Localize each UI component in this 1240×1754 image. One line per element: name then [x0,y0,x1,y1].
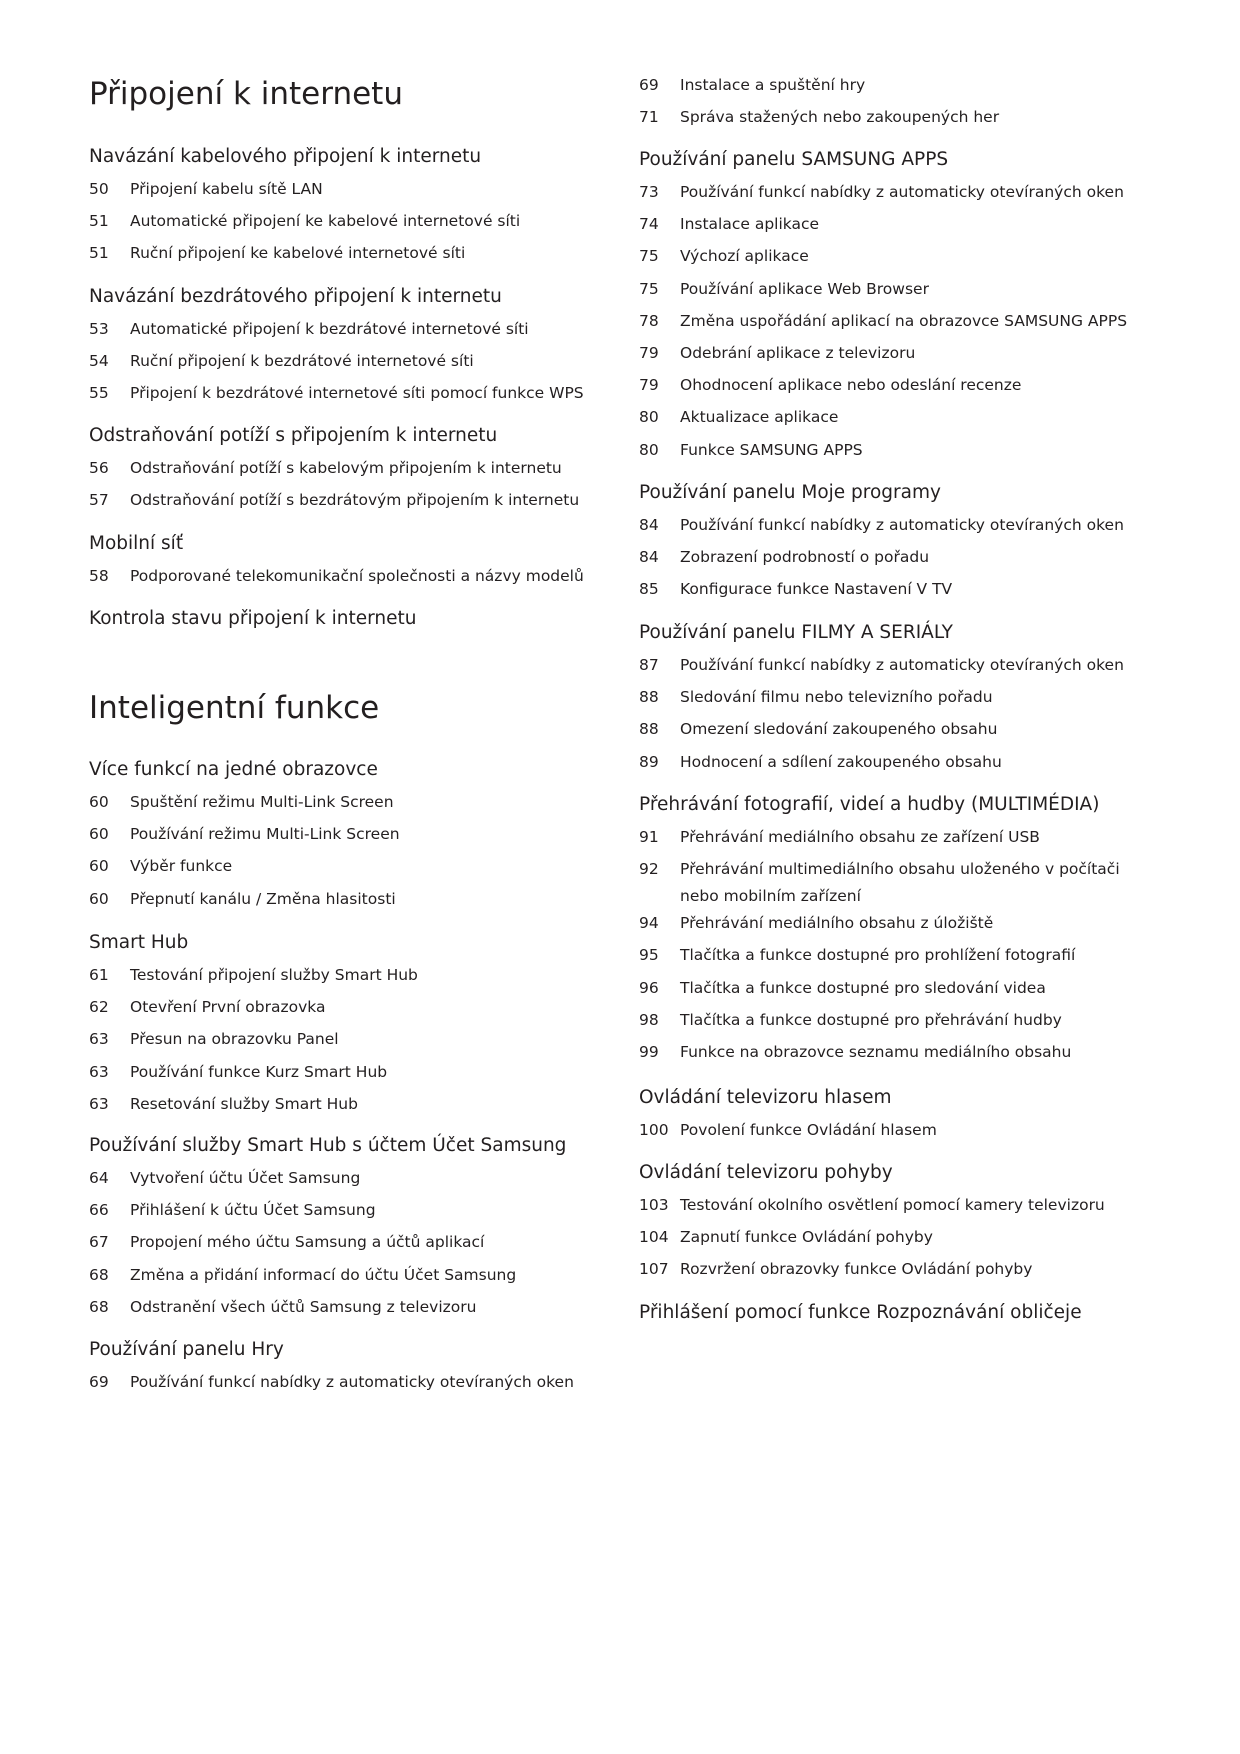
toc-section [639,147,1159,469]
toc-entry-link[interactable] [639,1224,1159,1256]
entry-title: Automatické připojení ke kabelové internetové síti [130,212,521,231]
toc-entry-link[interactable] [89,240,609,272]
toc-entry-link[interactable] [639,1192,1159,1224]
toc-section [89,284,609,413]
page-number: 50 [89,180,109,198]
entry-title: Hodnocení a sdílení zakoupeného obsahu [680,752,1002,771]
section-heading-link[interactable]: Používání panelu SAMSUNG APPS [639,149,949,170]
toc-entry-link[interactable] [89,1059,609,1091]
toc-entry-link[interactable] [639,576,1159,608]
toc-section [89,1133,609,1326]
toc-entry-list [89,563,609,595]
toc-entry-link[interactable] [639,652,1159,684]
toc-section [89,757,609,918]
toc-section [639,620,1159,781]
toc-section [89,144,609,273]
page-number: 99 [639,1042,659,1061]
page-number: 103 [639,1196,669,1214]
toc-entry-link[interactable] [639,276,1159,308]
page-number: 61 [89,966,109,984]
page-number: 55 [89,384,109,403]
page-number: 96 [639,978,659,997]
toc-entry-list [89,1369,609,1401]
page-number: 79 [639,376,659,395]
page-number: 53 [89,320,109,338]
toc-entry-link[interactable] [639,910,1159,942]
toc-entry-link[interactable] [639,749,1159,781]
entry-title: Zapnutí funkce Ovládání pohyby [680,1228,933,1247]
toc-entry-link[interactable] [639,372,1159,404]
entry-title: Změna uspořádání aplikací na obrazovce SAMSUNG APPS [680,311,1128,330]
toc-entry-list [89,176,609,273]
entry-title: Ruční připojení ke kabelové internetové síti [130,244,466,263]
page-number: 98 [639,1010,659,1029]
entry-title: Instalace aplikace [680,215,820,234]
entry-title: Ohodnocení aplikace nebo odeslání recenze [680,376,1022,395]
page-number: 56 [89,459,109,477]
toc-entry-link[interactable] [89,962,609,994]
page-number: 69 [89,1373,109,1391]
toc-entry-link[interactable] [639,824,1159,856]
toc-entry-list [639,1192,1159,1289]
page-number: 64 [89,1169,109,1187]
toc-entry-list [639,652,1159,781]
toc-entry-link[interactable] [89,1369,609,1401]
toc-entry-list [639,512,1159,609]
entry-title: Povolení funkce Ovládání hlasem [680,1121,937,1139]
toc-section [639,1085,1159,1149]
toc-entry-link[interactable] [89,487,609,519]
page-number: 60 [89,889,109,908]
toc-entry-link[interactable] [89,1262,609,1294]
toc-entry-link[interactable] [639,856,1159,910]
entry-title: Výchozí aplikace [680,247,809,266]
toc-entry-link[interactable] [89,1165,609,1197]
toc-entry-list [89,789,609,918]
entry-title: Používání funkcí nabídky z automaticky otevíraných oken [680,183,1124,201]
entry-title: Tlačítka a funkce dostupné pro sledování videa [680,978,1046,997]
entry-title: Odebrání aplikace z televizoru [680,343,916,362]
toc-section [89,930,609,1123]
section-heading-link[interactable]: Ovládání televizoru pohyby [639,1162,893,1183]
toc-entry-list [639,1117,1159,1149]
chapter-title: Připojení k internetu [89,76,403,112]
entry-title: Tlačítka a funkce dostupné pro prohlížení fotografií [680,946,1076,965]
entry-title: Propojení mého účtu Samsung a účtů aplikací [130,1233,485,1252]
entry-title: Automatické připojení k bezdrátové internetové síti [130,320,529,338]
toc-entry-link[interactable] [89,1294,609,1326]
toc-section [89,606,609,638]
toc-section [639,1300,1159,1332]
toc-entry-link[interactable] [89,1197,609,1229]
toc-entry-link[interactable] [89,455,609,487]
page-number: 57 [89,491,109,510]
page-number: 80 [639,440,659,459]
toc-entry-link[interactable] [639,975,1159,1007]
page-number: 91 [639,828,659,846]
entry-title: Odstraňování potíží s bezdrátovým připojením k internetu [130,491,580,510]
toc-entry-link[interactable] [639,72,1159,104]
toc-entry-link[interactable] [89,380,609,412]
entry-title: Otevření První obrazovka [130,998,326,1017]
page-number: 80 [639,408,659,427]
entry-title: Konfigurace funkce Nastavení V TV [680,580,953,599]
toc-entry-list [89,962,609,1123]
page-number: 51 [89,244,109,263]
entry-title: Přepnutí kanálu / Změna hlasitosti [130,889,396,908]
entry-title: Výběr funkce [130,857,233,876]
entry-title: Používání režimu Multi-Link Screen [130,825,400,844]
entry-title: Přehrávání multimediálního obsahu uloženého v počítači nebo mobilním zařízení [680,860,1120,906]
toc-entry-link[interactable] [639,404,1159,436]
entry-title: Přehrávání mediálního obsahu z úložiště [680,914,994,933]
section-heading-link[interactable]: Odstraňování potíží s připojením k internetu [89,425,498,446]
entry-title: Podporované telekomunikační společnosti a názvy modelů [130,567,584,585]
entry-title: Spuštění režimu Multi-Link Screen [130,793,394,811]
toc-entry-list [639,72,1159,136]
entry-title: Funkce na obrazovce seznamu mediálního obsahu [680,1042,1072,1061]
entry-title: Přesun na obrazovku Panel [130,1030,339,1049]
toc-entry-link[interactable] [639,308,1159,340]
toc-section [639,72,1159,136]
section-heading-link[interactable]: Používání panelu FILMY A SERIÁLY [639,622,953,643]
toc-entry-link[interactable] [89,853,609,885]
toc-entry-link[interactable] [639,716,1159,748]
toc-entry-list [89,455,609,519]
page-number: 79 [639,343,659,362]
page-number: 104 [639,1228,669,1247]
toc-entry-link[interactable] [639,1007,1159,1039]
page-number: 71 [639,108,659,127]
page-number: 60 [89,857,109,876]
entry-title: Používání aplikace Web Browser [680,279,929,298]
entry-title: Odstranění všech účtů Samsung z televizoru [130,1297,477,1316]
page-number: 95 [639,946,659,965]
page-number: 63 [89,1094,109,1113]
toc-entry-link[interactable] [89,176,609,208]
entry-title: Aktualizace aplikace [680,408,839,427]
entry-title: Zobrazení podrobností o pořadu [680,548,930,567]
page-number: 88 [639,720,659,739]
toc-entry-link[interactable] [89,789,609,821]
entry-title: Ruční připojení k bezdrátové internetové síti [130,352,474,371]
toc-entry-link[interactable] [89,316,609,348]
page-number: 74 [639,215,659,234]
page-number: 60 [89,825,109,844]
entry-title: Používání funkcí nabídky z automaticky otevíraných oken [680,656,1124,674]
page-number: 68 [89,1297,109,1316]
page-number: 78 [639,311,659,330]
page-number: 92 [639,860,659,879]
entry-title: Připojení k bezdrátové internetové síti pomocí funkce WPS [130,384,584,403]
section-heading-link[interactable]: Mobilní síť [89,533,184,554]
toc-entry-link[interactable] [639,179,1159,211]
entry-title: Instalace a spuštění hry [680,76,866,94]
toc-section [89,423,609,519]
page-number: 84 [639,516,659,534]
section-heading-link[interactable]: Navázání bezdrátového připojení k internetu [89,286,502,307]
toc-section [89,531,609,595]
toc-section [639,792,1159,1071]
toc-entry-list [639,824,1159,1071]
toc-entry-link[interactable] [89,1026,609,1058]
section-heading-link[interactable]: Kontrola stavu připojení k internetu [89,608,417,629]
section-heading-link[interactable]: Používání panelu Moje programy [639,482,941,503]
section-heading-link[interactable]: Více funkcí na jedné obrazovce [89,759,378,780]
toc-entry-link[interactable] [639,544,1159,576]
toc-section [89,1337,609,1401]
page-number: 87 [639,656,659,674]
entry-title: Rozvržení obrazovky funkce Ovládání pohyby [680,1260,1033,1279]
toc-entry-link[interactable] [639,211,1159,243]
page-number: 89 [639,752,659,771]
entry-title: Přehrávání mediálního obsahu ze zařízení USB [680,828,1040,846]
entry-title: Odstraňování potíží s kabelovým připojením k internetu [130,459,562,477]
entry-title: Používání funkcí nabídky z automaticky otevíraných oken [130,1373,574,1391]
page-number: 67 [89,1233,109,1252]
toc-entry-link[interactable] [639,684,1159,716]
page-number: 68 [89,1265,109,1284]
page-number: 63 [89,1062,109,1081]
toc-entry-link[interactable] [89,821,609,853]
page-number: 88 [639,688,659,707]
section-heading-link[interactable]: Ovládání televizoru hlasem [639,1087,892,1108]
page-number: 75 [639,247,659,266]
toc-entry-link[interactable] [639,512,1159,544]
toc-entry-link[interactable] [89,1091,609,1123]
page-number: 100 [639,1121,669,1139]
toc-entry-link[interactable] [89,563,609,595]
page-number: 73 [639,183,659,201]
section-heading-link[interactable]: Přehrávání fotografií, videí a hudby (MULTIMÉDIA) [639,794,1100,815]
entry-title: Sledování filmu nebo televizního pořadu [680,688,993,707]
page-number: 94 [639,914,659,933]
toc-entry-link[interactable] [639,340,1159,372]
page-number: 69 [639,76,659,94]
toc-entry-list [89,316,609,413]
entry-title: Přihlášení k účtu Účet Samsung [130,1201,376,1220]
chapter-title: Inteligentní funkce [89,690,380,726]
section-heading-link[interactable]: Používání panelu Hry [89,1339,284,1360]
page-number: 62 [89,998,109,1017]
page-number: 85 [639,580,659,599]
page-number: 75 [639,279,659,298]
toc-entry-link[interactable] [639,243,1159,275]
toc-entry-link[interactable] [639,104,1159,136]
entry-title: Používání funkcí nabídky z automaticky otevíraných oken [680,516,1124,534]
section-heading-link[interactable]: Přihlášení pomocí funkce Rozpoznávání obličeje [639,1302,1082,1323]
toc-entry-list [639,179,1159,469]
entry-title: Používání funkce Kurz Smart Hub [130,1062,388,1081]
toc-entry-link[interactable] [89,208,609,240]
page-number: 63 [89,1030,109,1049]
entry-title: Změna a přidání informací do účtu Účet Samsung [130,1265,517,1284]
page-number: 107 [639,1260,669,1279]
toc-entry-link[interactable] [89,886,609,918]
entry-title: Připojení kabelu sítě LAN [130,180,323,198]
page-number: 58 [89,567,109,585]
entry-title: Vytvoření účtu Účet Samsung [130,1169,361,1187]
entry-title: Omezení sledování zakoupeného obsahu [680,720,998,739]
section-heading-link[interactable]: Navázání kabelového připojení k internetu [89,146,482,167]
entry-title: Testování připojení služby Smart Hub [130,966,418,984]
toc-entry-link[interactable] [89,1229,609,1261]
page-number: 84 [639,548,659,567]
entry-title: Tlačítka a funkce dostupné pro přehrávání hudby [680,1010,1062,1029]
toc-entry-link[interactable] [639,1256,1159,1288]
entry-title: Funkce SAMSUNG APPS [680,440,863,459]
toc-entry-link[interactable] [639,942,1159,974]
toc-entry-list [89,1165,609,1326]
page-number: 60 [89,793,109,811]
toc-section [639,480,1159,609]
section-heading-link[interactable]: Používání služby Smart Hub s účtem Účet Samsung [89,1135,567,1156]
page-number: 66 [89,1201,109,1220]
toc-section [639,1160,1159,1289]
entry-title: Resetování služby Smart Hub [130,1094,358,1113]
entry-title: Správa stažených nebo zakoupených her [680,108,1000,127]
toc-entry-link[interactable] [639,1117,1159,1149]
page-number: 54 [89,352,109,371]
entry-title: Testování okolního osvětlení pomocí kamery televizoru [680,1196,1105,1214]
toc-entry-link[interactable] [639,1039,1159,1071]
toc-entry-link[interactable] [639,437,1159,469]
page-number: 51 [89,212,109,231]
toc-entry-link[interactable] [89,994,609,1026]
section-heading-link[interactable]: Smart Hub [89,932,189,953]
toc-entry-link[interactable] [89,348,609,380]
